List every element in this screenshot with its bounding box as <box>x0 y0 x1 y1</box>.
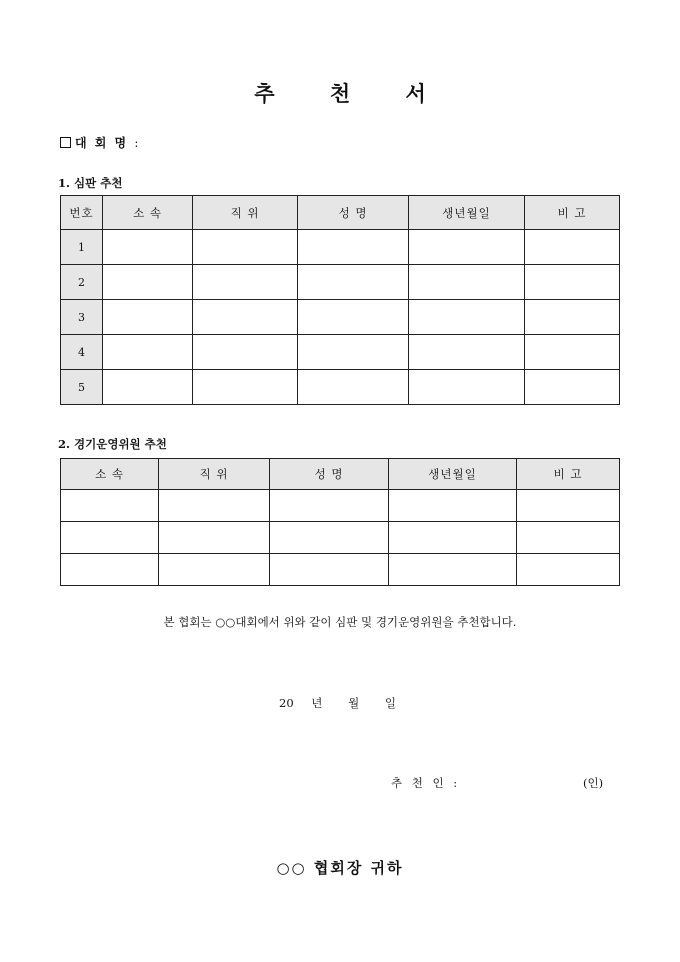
meeting-name-label: 대 회 명 <box>75 136 129 150</box>
section-2-heading: 2. 경기운영위원 추천 <box>58 437 167 451</box>
committee-table-header <box>61 459 620 490</box>
committee-table <box>60 458 620 586</box>
table-row <box>61 554 620 586</box>
addressee: ○○ 협회장 귀하 <box>276 859 404 877</box>
birthdate-cell[interactable] <box>409 370 525 405</box>
position-cell[interactable] <box>159 554 270 586</box>
position-cell[interactable] <box>193 230 298 265</box>
name-cell[interactable] <box>298 335 409 370</box>
col-header-birthdate: 생년월일 <box>409 196 525 230</box>
referee-table-header <box>61 196 620 230</box>
table-row <box>61 370 620 405</box>
remarks-cell[interactable] <box>525 300 620 335</box>
remarks-cell[interactable] <box>525 335 620 370</box>
meeting-name-colon: : <box>134 136 141 150</box>
remarks-cell[interactable] <box>525 265 620 300</box>
row-number: 2 <box>61 265 103 300</box>
col-header-birthdate: 생년월일 <box>389 459 517 490</box>
col-header-number: 번호 <box>61 196 103 230</box>
col-header-remarks: 비 고 <box>525 196 620 230</box>
affiliation-cell[interactable] <box>103 370 193 405</box>
birthdate-cell[interactable] <box>389 490 517 522</box>
birthdate-cell[interactable] <box>409 265 525 300</box>
col-header-affiliation: 소 속 <box>103 196 193 230</box>
birthdate-cell[interactable] <box>409 335 525 370</box>
col-header-name: 성 명 <box>270 459 389 490</box>
affiliation-cell[interactable] <box>103 265 193 300</box>
birthdate-cell[interactable] <box>389 522 517 554</box>
table-row <box>61 230 620 265</box>
table-row <box>61 522 620 554</box>
position-cell[interactable] <box>193 300 298 335</box>
remarks-cell[interactable] <box>517 522 620 554</box>
name-cell[interactable] <box>270 522 389 554</box>
col-header-name: 성 명 <box>298 196 409 230</box>
name-cell[interactable] <box>298 300 409 335</box>
row-number: 1 <box>61 230 103 265</box>
row-number: 3 <box>61 300 103 335</box>
position-cell[interactable] <box>159 522 270 554</box>
recommendation-statement: 본 협회는 ○○대회에서 위와 같이 심판 및 경기운영위원을 추천합니다. <box>163 615 517 629</box>
affiliation-cell[interactable] <box>61 554 159 586</box>
birthdate-cell[interactable] <box>409 230 525 265</box>
table-row <box>61 490 620 522</box>
referee-table <box>60 195 620 405</box>
col-header-position: 직 위 <box>159 459 270 490</box>
position-cell[interactable] <box>193 335 298 370</box>
name-cell[interactable] <box>270 554 389 586</box>
document-title: 추 천 서 <box>254 81 450 106</box>
affiliation-cell[interactable] <box>61 522 159 554</box>
remarks-cell[interactable] <box>517 554 620 586</box>
date-month-unit: 월 <box>348 696 360 710</box>
checkbox-square-icon <box>60 137 71 148</box>
remarks-cell[interactable] <box>525 370 620 405</box>
birthdate-cell[interactable] <box>409 300 525 335</box>
position-cell[interactable] <box>159 490 270 522</box>
row-number: 4 <box>61 335 103 370</box>
affiliation-cell[interactable] <box>103 300 193 335</box>
affiliation-cell[interactable] <box>103 230 193 265</box>
name-cell[interactable] <box>298 265 409 300</box>
table-row <box>61 265 620 300</box>
affiliation-cell[interactable] <box>61 490 159 522</box>
remarks-cell[interactable] <box>525 230 620 265</box>
col-header-affiliation: 소 속 <box>61 459 159 490</box>
date-year-unit: 년 <box>311 696 323 710</box>
name-cell[interactable] <box>270 490 389 522</box>
table-row <box>61 300 620 335</box>
date-line <box>279 695 396 711</box>
birthdate-cell[interactable] <box>389 554 517 586</box>
row-number: 5 <box>61 370 103 405</box>
col-header-remarks: 비 고 <box>517 459 620 490</box>
seal-label: (인) <box>583 776 604 790</box>
date-day-unit: 일 <box>384 696 396 710</box>
name-cell[interactable] <box>298 230 409 265</box>
name-cell[interactable] <box>298 370 409 405</box>
date-year: 20 <box>279 696 294 710</box>
remarks-cell[interactable] <box>517 490 620 522</box>
recommender-label: 추 천 인 : <box>391 776 461 790</box>
col-header-position: 직 위 <box>193 196 298 230</box>
affiliation-cell[interactable] <box>103 335 193 370</box>
table-row <box>61 335 620 370</box>
position-cell[interactable] <box>193 370 298 405</box>
position-cell[interactable] <box>193 265 298 300</box>
section-1-heading: 1. 심판 추천 <box>58 176 123 190</box>
meeting-name-line <box>60 134 140 151</box>
